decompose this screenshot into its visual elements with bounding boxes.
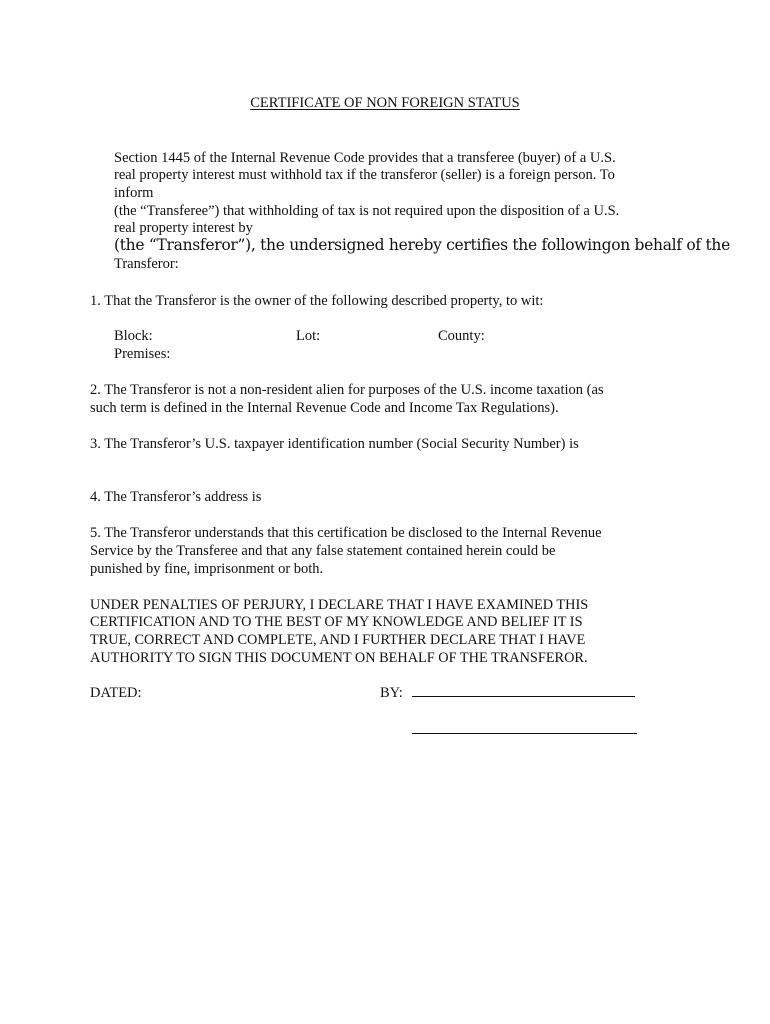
intro-line: inform	[114, 185, 154, 201]
item-1-text: 1. That the Transferor is the owner of the following described property, to wit:	[90, 293, 544, 309]
premises-label: Premises:	[114, 346, 171, 362]
item-2-line: such term is defined in the Internal Revenue Code and Income Tax Regulations).	[90, 400, 559, 416]
intro-line: (the “Transferor”), the undersigned hereby certifies the followingon behalf of the	[114, 236, 730, 254]
signature-line[interactable]	[412, 696, 635, 697]
item-2-line: 2. The Transferor is not a non-resident alien for purposes of the U.S. income taxation (as	[90, 382, 604, 398]
intro-line: Section 1445 of the Internal Revenue Code provides that a transferee (buyer) of a U.S.	[114, 150, 616, 166]
document-title: CERTIFICATE OF NON FOREIGN STATUS	[250, 95, 520, 111]
declaration-line: CERTIFICATION AND TO THE BEST OF MY KNOWLEDGE AND BELIEF IT IS	[90, 614, 583, 630]
lot-label: Lot:	[296, 328, 321, 344]
name-line[interactable]	[412, 733, 637, 734]
item-5-line: punished by fine, imprisonment or both.	[90, 561, 324, 577]
dated-label: DATED:	[90, 685, 142, 701]
county-label: County:	[438, 328, 485, 344]
intro-line: real property interest must withhold tax if the transferor (seller) is a foreign person. To	[114, 167, 615, 183]
by-label: BY:	[380, 685, 403, 701]
intro-line: real property interest by	[114, 220, 253, 236]
item-4-text: 4. The Transferor’s address is	[90, 489, 262, 505]
intro-line: (the “Transferee”) that withholding of tax is not required upon the disposition of a U.S.	[114, 203, 620, 219]
item-3-text: 3. The Transferor’s U.S. taxpayer identification number (Social Security Number) is	[90, 436, 579, 452]
item-5-line: Service by the Transferee and that any false statement contained herein could be	[90, 543, 556, 559]
intro-line: Transferor:	[114, 256, 179, 272]
declaration-line: TRUE, CORRECT AND COMPLETE, AND I FURTHER DECLARE THAT I HAVE	[90, 632, 586, 648]
block-label: Block:	[114, 328, 153, 344]
item-5-line: 5. The Transferor understands that this certification be disclosed to the Internal Revenue	[90, 525, 602, 541]
declaration-line: AUTHORITY TO SIGN THIS DOCUMENT ON BEHALF OF THE TRANSFEROR.	[90, 650, 588, 666]
declaration-line: UNDER PENALTIES OF PERJURY, I DECLARE THAT I HAVE EXAMINED THIS	[90, 597, 589, 613]
